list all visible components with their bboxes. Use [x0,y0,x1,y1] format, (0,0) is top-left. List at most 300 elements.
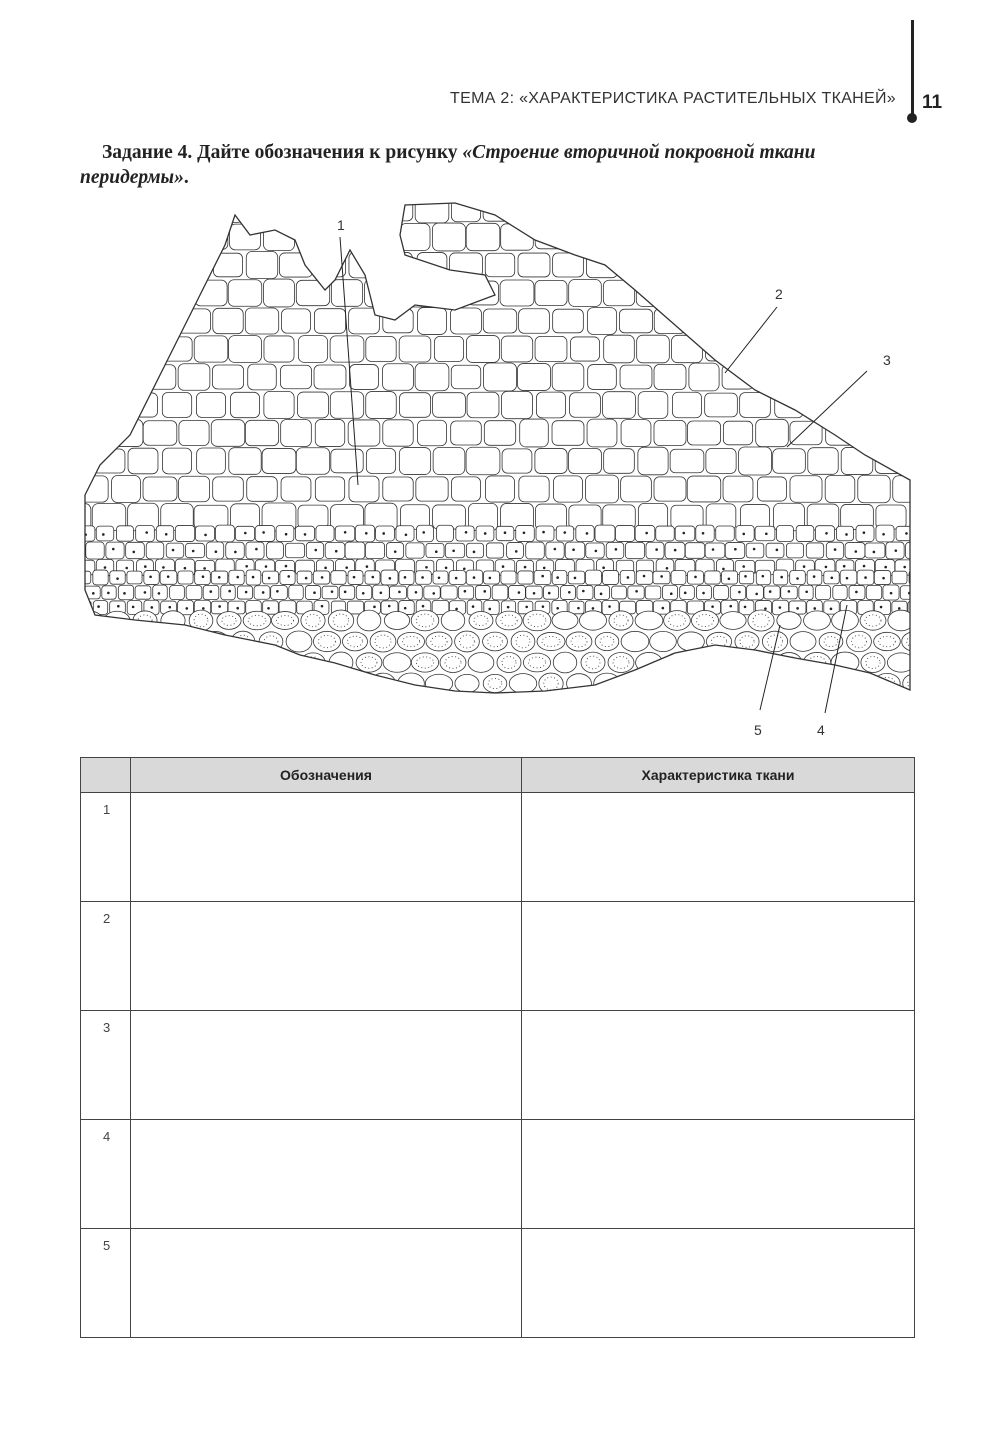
tissue-cell [747,585,764,600]
tissue-cell [485,253,514,277]
tissue-cell [792,365,821,390]
tissue-cell [796,607,799,610]
tissue-cell [144,308,176,333]
tissue-cell [331,280,362,307]
table-row [81,902,915,1011]
tissue-cell [178,196,210,221]
tissue-cell [914,548,917,551]
tissue-cell [152,636,166,646]
tissue-cell [406,543,424,558]
tissue-cell [561,585,576,599]
tissue-cell [259,632,283,651]
tissue-cell [874,632,901,650]
tissue-cell [297,392,328,418]
tissue-cell [438,576,441,579]
tissue-cell [404,576,407,579]
tissue-cell [876,223,905,250]
tissue-cell [195,526,214,541]
tissue-cell [909,448,925,475]
tissue-cell [483,590,486,593]
tissue-cell [75,586,83,599]
tissue-cell [144,365,176,389]
leader-line-2 [725,307,777,373]
tissue-cell [535,449,567,474]
tissue-cell [586,252,617,277]
designation-cell[interactable] [131,1229,522,1338]
tissue-cell [609,611,633,630]
table-row [81,1120,915,1229]
tissue-cell [876,392,907,418]
tissue-cell [156,526,173,542]
tissue-cell [780,576,783,579]
tissue-cell [230,392,259,417]
tissue-cell [824,197,855,222]
tissue-cell [841,447,873,474]
tissue-cell [132,653,159,671]
tissue-cell [916,653,925,673]
tissue-cell [594,585,609,599]
tissue-cell [916,606,919,609]
tissue-cell [518,253,550,277]
tissue-cell [807,393,840,418]
tissue-cell [516,525,535,541]
tissue-cell [111,307,141,335]
tissue-cell [267,542,284,559]
callout-3: 3 [883,352,891,368]
table-header-row [81,758,915,793]
tissue-cell [213,253,242,277]
tissue-cell [581,695,606,714]
tissue-cell [244,532,247,535]
tissue-cell [507,542,524,558]
tissue-cell [125,567,128,570]
tissue-cell [834,548,837,551]
tissue-cell [875,336,908,362]
tissue-cell [722,308,755,334]
designation-cell[interactable] [131,1011,522,1120]
tissue-cell [501,336,532,362]
tissue-cell [903,566,906,569]
tissue-cell [262,449,296,474]
tissue-cell [570,393,601,418]
tissue-cell [586,532,589,535]
tissue-cell [263,279,294,307]
tissue-cell [417,525,434,542]
tissue-cell [149,575,152,578]
tissue-cell [922,698,925,710]
tissue-cell [399,279,431,307]
tissue-cell [426,543,444,557]
tissue-cell [569,448,602,473]
tissue-cell [748,610,774,631]
tissue-cell [349,365,378,390]
tissue-cell [893,476,923,502]
tissue-cell [671,335,702,362]
tissue-cell [753,548,756,551]
tissue-cell [509,585,526,599]
tissue-cell [705,543,725,558]
tissue-cell [415,195,449,223]
tissue-cell [221,585,235,600]
tissue-cell [792,251,821,278]
tissue-cell [433,448,465,475]
tissue-cell [166,543,184,558]
tissue-cell [831,577,834,580]
tissue-cell [452,477,481,501]
tissue-cell [615,525,634,541]
tissue-cell [102,533,105,536]
tissue-cell [552,197,584,222]
tissue-cell [111,196,142,222]
tissue-cell [523,610,551,631]
tissue-cell [281,419,312,446]
tissue-cell [132,551,135,554]
tissue-cell [413,695,437,715]
tissue-cell [455,608,458,611]
tissue-cell [845,533,848,536]
tissue-cell [213,195,243,222]
tissue-cell [773,449,806,473]
tissue-cell [552,570,567,584]
tissue-cell [128,393,157,417]
tissue-cell [77,308,107,335]
tissue-cell [535,225,567,249]
tissue-cell [707,224,736,249]
tissue-cell [466,447,500,475]
table-row [81,1229,915,1338]
characteristic-cell[interactable] [522,1120,915,1229]
tissue-cell [874,280,908,306]
tissue-cell [286,631,312,652]
tissue-cell [175,525,194,541]
tissue-cell [536,392,565,418]
tissue-cell [613,698,629,710]
tissue-cell [670,592,673,595]
tissue-cell [390,698,404,710]
tissue-cell [894,252,923,278]
tissue-cell [574,577,577,580]
tissue-cell [399,570,414,584]
tissue-cell [836,526,853,541]
tissue-cell [417,253,447,278]
tissue-cell [542,605,545,608]
tissue-cell [640,699,657,711]
tissue-cell [159,653,187,671]
tissue-cell [882,577,885,580]
tissue-cell [455,577,458,580]
tissue-cell [918,585,925,600]
tissue-cell [621,476,652,502]
tissue-cell [826,421,855,445]
tissue-cell [264,336,294,362]
periderm-drawing [75,195,925,745]
tissue-cell [76,601,92,614]
tissue-cell [714,585,729,599]
tissue-cell [249,656,265,669]
tissue-cell [206,542,223,559]
tissue-cell [195,280,227,306]
tissue-cell [739,224,771,249]
tissue-cell [635,695,662,715]
tissue-cell [422,605,425,608]
tissue-cell [469,611,493,629]
tissue-cell [265,565,268,568]
tissue-cell [719,695,746,713]
tissue-cell [682,532,685,535]
tissue-cell [435,550,438,553]
tissue-cell [144,565,147,568]
tissue-cell [856,525,874,541]
tissue-cell [178,476,209,501]
tissue-cell [729,605,732,608]
tissue-cell [95,636,111,647]
tissue-cell [492,585,508,600]
header-number [81,758,131,793]
tissue-cell [533,592,536,595]
tissue-cell [664,695,690,714]
tissue-cell [422,531,425,534]
row-number: 4 [81,1120,131,1229]
tissue-cell [204,534,207,537]
tissue-cell [846,577,849,580]
header-rule [911,20,914,120]
tissue-cell [587,195,616,223]
tissue-cell [196,393,225,418]
tissue-cell [706,337,737,361]
tissue-cell [76,421,109,445]
tissue-cell [339,586,354,600]
tissue-cell [739,281,771,305]
tissue-cell [263,571,279,584]
tissue-cell [689,363,719,391]
tissue-cell [587,308,616,335]
tissue-cell [109,419,143,446]
tissue-cell [158,592,161,595]
tissue-cell [712,548,715,551]
tissue-cell [670,449,704,473]
tissue-cell [790,632,816,652]
tissue-cell [415,591,418,594]
tissue-cell [757,308,787,334]
tissue-cell [390,586,407,599]
tissue-cell [144,591,147,594]
tissue-cell [662,607,665,610]
tissue-cell [418,308,447,335]
tissue-cell [465,531,468,534]
tissue-cell [81,699,97,711]
tissue-cell [757,252,787,277]
tissue-cell [813,575,816,578]
tissue-cell [602,566,605,569]
tissue-cell [483,674,507,692]
tissue-cell [507,606,510,609]
tissue-cell [859,419,889,447]
tissue-cell [165,533,168,536]
tissue-cell [285,565,288,568]
tissue-cell [433,571,448,584]
tissue-cell [569,279,602,306]
tissue-cell [162,393,191,418]
tissue-cell [247,477,278,502]
tissue-cell [432,592,435,595]
callout-5: 5 [754,722,762,738]
tissue-cell [466,543,483,557]
tissue-cell [343,674,368,694]
characteristic-cell[interactable] [522,1011,915,1120]
tissue-cell [654,678,671,689]
tissue-cell [411,610,439,631]
tissue-cell [866,585,881,599]
tissue-cell [859,253,889,278]
tissue-cell [683,678,698,689]
tissue-cell [525,606,528,609]
tissue-cell [133,696,158,714]
characteristic-cell[interactable] [522,1229,915,1338]
tissue-cell [184,567,187,570]
tissue-cell [231,674,255,693]
tissue-cell [705,571,721,584]
tissue-cell [75,280,90,305]
tissue-cell [693,695,717,714]
tissue-cell [858,308,891,333]
tissue-cell [725,543,744,559]
tissue-cell [178,571,193,584]
tissue-cell [316,526,334,542]
designation-cell[interactable] [131,793,522,902]
tissue-cell [473,551,476,554]
tissue-cell [796,678,810,690]
tissue-cell [808,280,838,306]
tissue-cell [754,657,769,668]
tissue-cell [127,571,142,584]
tissue-cell [528,699,546,710]
tissue-cell [441,610,465,630]
tissue-cell [129,224,158,249]
tissue-cell [581,652,605,673]
tissue-cell [145,531,148,534]
tissue-cell [348,678,363,690]
tissue-cell [766,543,784,558]
tissue-cell [488,608,491,611]
tissue-cell [873,551,876,554]
task-statement [80,140,920,190]
tissue-cell [255,548,258,551]
tissue-cell [756,364,788,391]
tissue-cell [603,570,619,584]
tissue-cell [565,542,585,559]
characteristic-cell[interactable] [522,793,915,902]
tissue-cell [360,699,377,709]
running-head: ТЕМА 2: «ХАРАКТЕРИСТИКА РАСТИТЕЛЬНЫХ ТКАНЕЙ» [450,90,896,107]
tissue-cell [900,586,915,600]
tissue-cell [552,421,584,446]
tissue-cell [604,335,635,363]
tissue-cell [765,533,768,536]
tissue-cell [645,586,661,599]
tissue-cell [384,611,409,629]
tissue-cell [788,590,791,593]
tissue-cell [76,252,108,279]
tissue-cell [484,571,500,584]
tissue-cell [536,526,554,541]
tissue-cell [500,280,534,306]
tissue-cell [246,542,264,559]
tissue-cell [833,586,847,600]
tissue-cell [291,677,307,690]
tissue-cell [796,525,814,541]
tissue-cell [769,590,772,593]
tissue-cell [916,560,925,575]
tissue-cell [362,592,365,595]
tissue-cell [917,694,925,714]
tissue-cell [128,336,158,361]
tissue-cell [537,632,565,650]
tissue-cell [678,674,703,693]
tissue-cell [296,280,329,305]
tissue-cell [331,571,346,585]
tissue-cell [858,196,890,221]
header-characteristic: Характеристика ткани [522,758,915,793]
tissue-cell [371,576,374,579]
tissue-cell [519,196,550,222]
tissue-cell [418,699,432,711]
tissue-cell [146,542,164,559]
tissue-cell [486,543,503,558]
tissue-cell [722,568,725,571]
tissue-cell [301,610,325,630]
tissue-cell [903,674,925,693]
designation-cell[interactable] [131,1120,522,1229]
tissue-cell [236,576,239,579]
tissue-cell [297,571,312,584]
tissue-cell [894,699,908,710]
tissue-cell [396,526,414,542]
tissue-cell [693,654,717,672]
tissue-cell [315,477,344,501]
tissue-cell [321,576,324,579]
tissue-cell [328,695,355,714]
task-end: . [183,167,189,188]
tissue-cell [687,476,721,502]
tissue-cell [218,576,221,579]
tissue-cell [627,678,644,689]
tissue-cell [167,575,170,578]
tissue-cell [236,607,239,610]
tissue-cell [267,607,270,610]
tissue-cell [916,611,925,630]
tissue-cell [842,281,872,305]
tissue-cell [861,695,885,714]
tissue-cell [455,674,479,692]
tissue-cell [815,526,834,542]
tissue-cell [855,591,858,594]
tissue-cell [315,419,344,446]
tissue-cell [762,575,765,578]
tissue-cell [106,542,124,559]
tissue-cell [262,678,280,689]
tissue-cell [405,533,408,536]
tissue-cell [432,223,465,251]
tissue-cell [86,542,104,559]
tissue-cell [637,335,670,363]
tissue-cell [621,197,652,222]
tissue-cell [705,279,736,307]
characteristic-cell[interactable] [522,902,915,1011]
tissue-cell [126,542,145,558]
designation-cell[interactable] [131,902,522,1011]
tissue-cell [501,571,516,584]
tissue-cell [779,606,782,609]
